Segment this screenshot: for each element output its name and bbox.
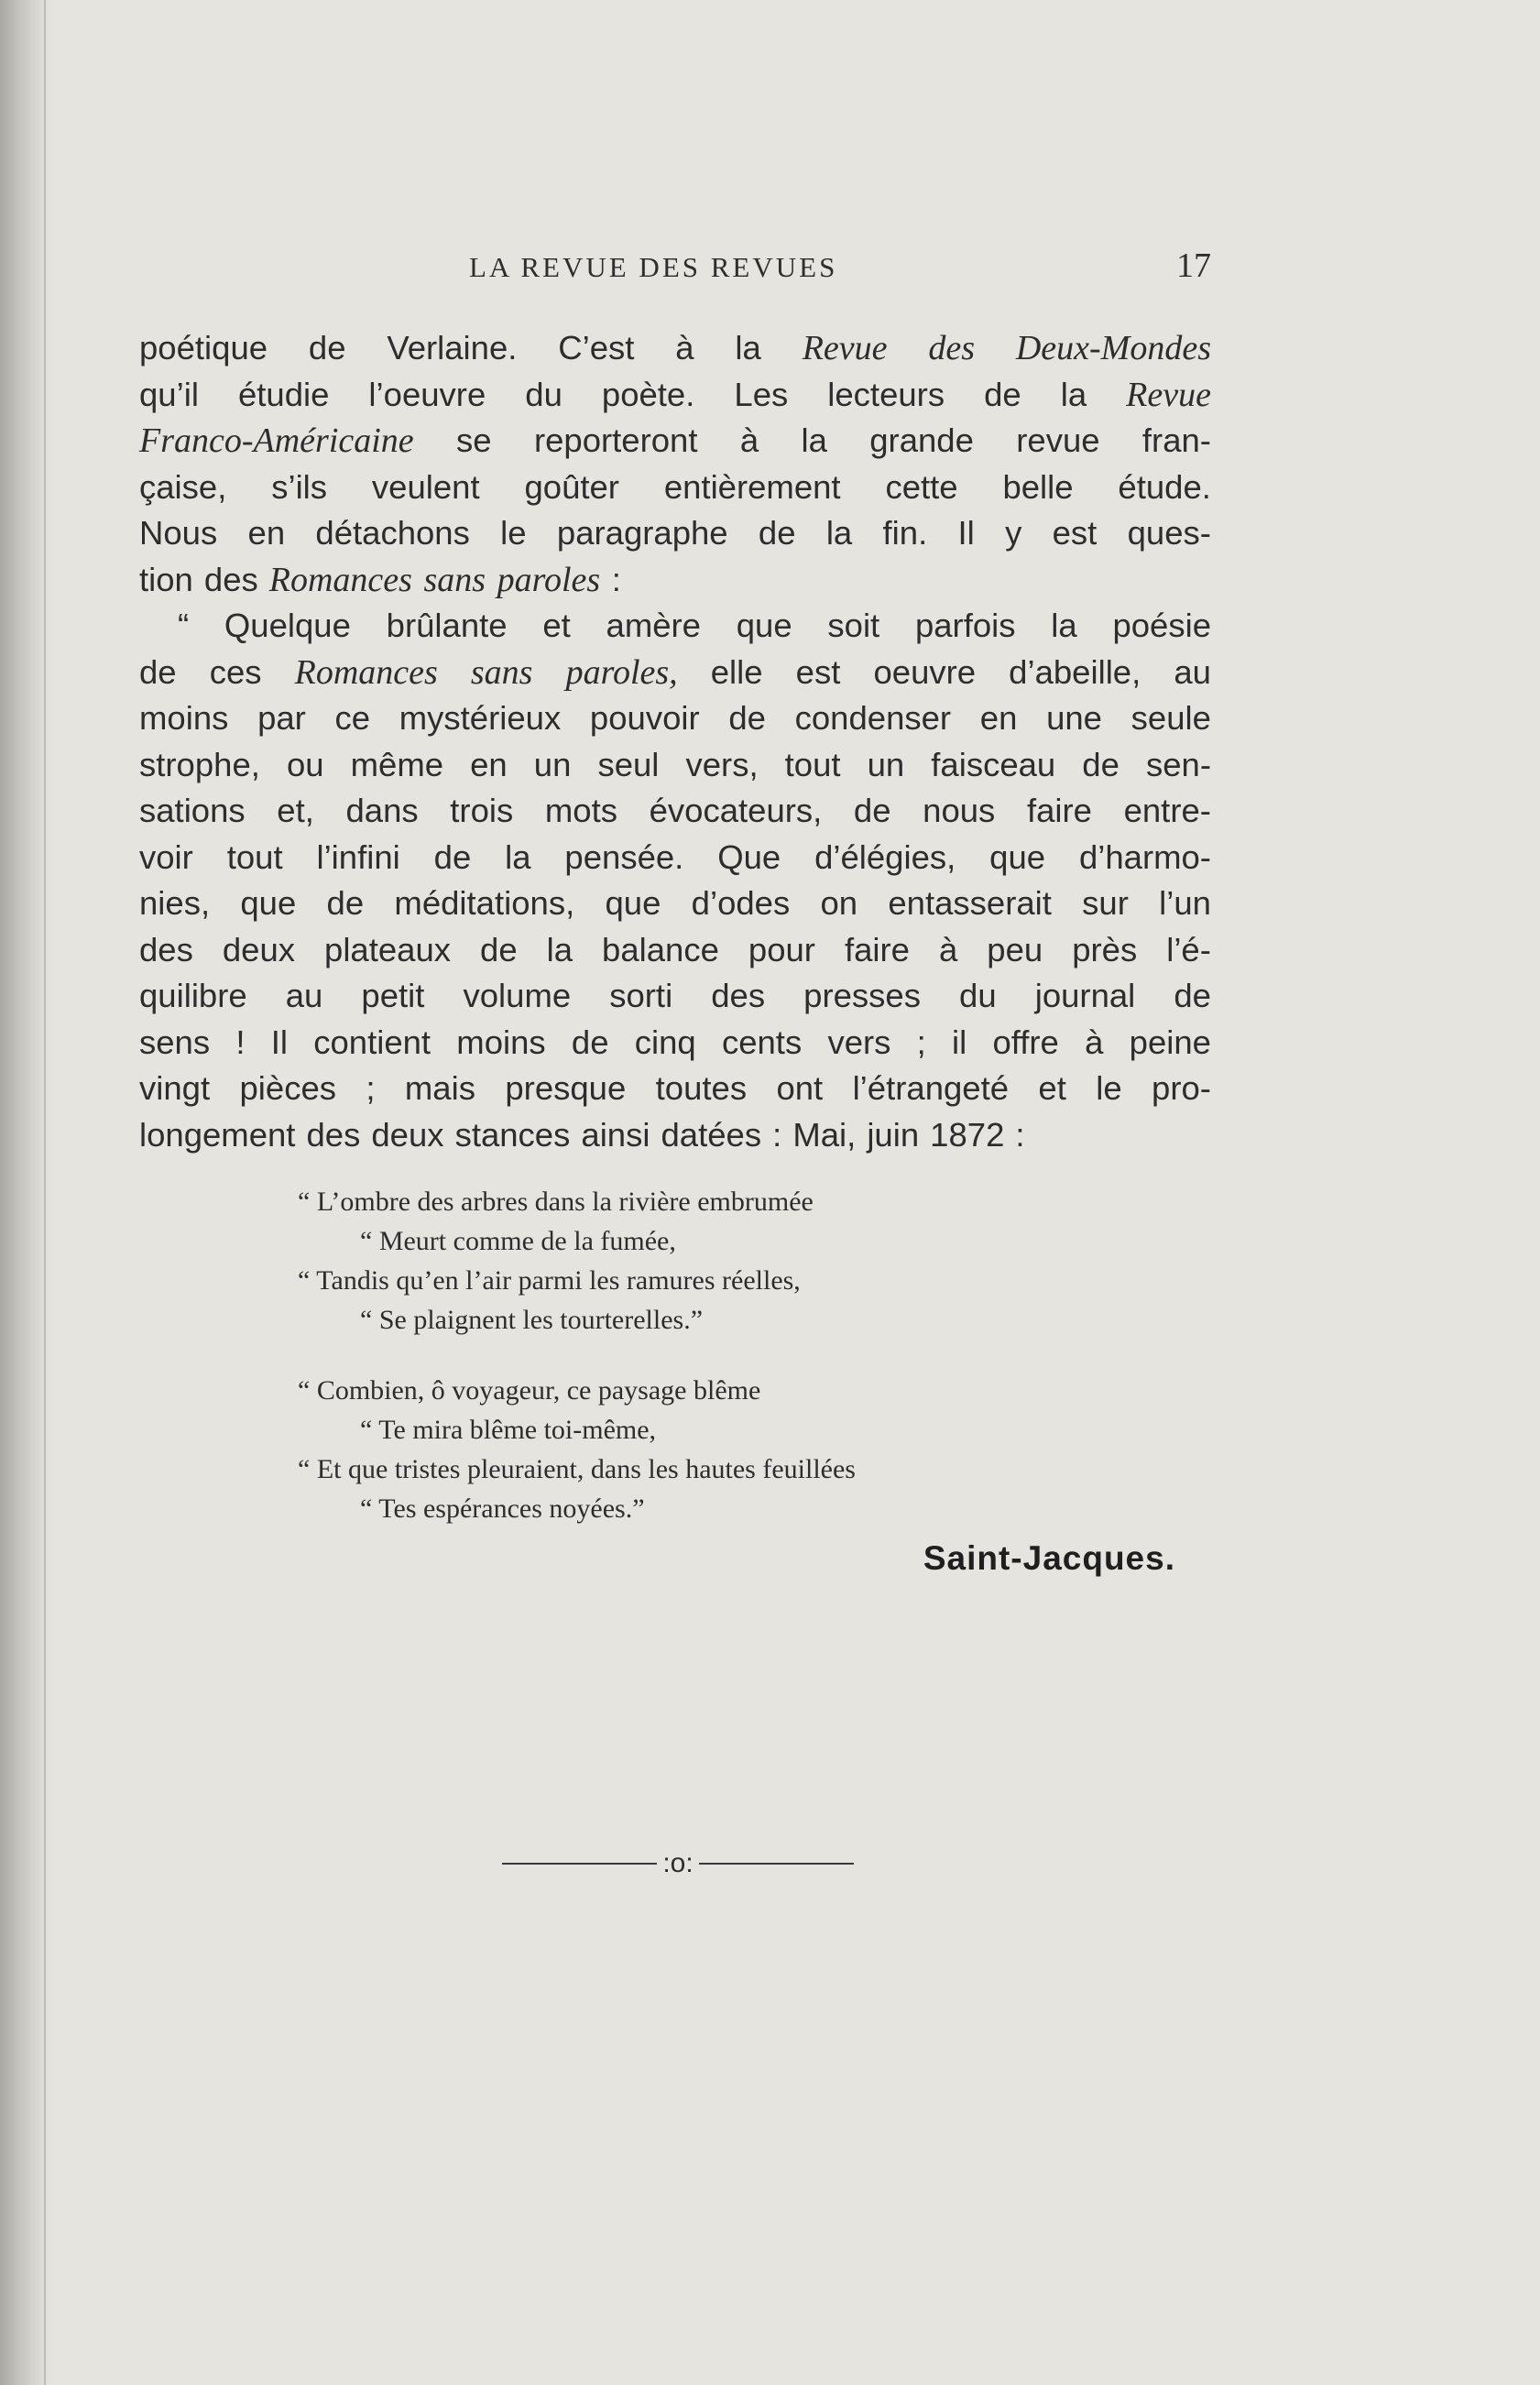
word: de bbox=[984, 375, 1021, 413]
word: amère bbox=[606, 607, 701, 644]
word: revue bbox=[1016, 421, 1100, 459]
verse-stanza-1 bbox=[298, 1182, 814, 1340]
word: en bbox=[979, 699, 1018, 737]
text-line bbox=[139, 465, 1211, 511]
word: à bbox=[739, 421, 759, 459]
italic-word: Romances bbox=[294, 652, 438, 692]
word: presses bbox=[803, 977, 921, 1014]
running-head bbox=[139, 246, 1211, 291]
body-text bbox=[139, 325, 1211, 1158]
text-line bbox=[139, 881, 1211, 927]
word: l’infini bbox=[316, 837, 400, 876]
word: toutes bbox=[655, 1069, 748, 1107]
italic-word: Franco-Américaine bbox=[139, 421, 414, 460]
word: seule bbox=[1130, 699, 1211, 737]
word: pour bbox=[748, 930, 815, 968]
italic-word: sans bbox=[423, 560, 486, 599]
text-line bbox=[139, 418, 1211, 465]
word: est bbox=[1052, 514, 1098, 552]
word: y bbox=[1005, 514, 1022, 552]
word: sorti bbox=[609, 977, 673, 1014]
word: Mai, bbox=[792, 1115, 857, 1154]
word: çaise, bbox=[139, 467, 227, 506]
text-line bbox=[139, 742, 1211, 789]
word: trois bbox=[450, 792, 514, 829]
word: à bbox=[1085, 1023, 1104, 1061]
word: seul bbox=[597, 745, 660, 783]
word: cette bbox=[885, 467, 958, 506]
word: vers bbox=[827, 1023, 891, 1061]
italic-word: des bbox=[928, 329, 975, 367]
word: ; bbox=[916, 1023, 926, 1061]
text-line bbox=[139, 325, 1211, 372]
italic-word: paroles bbox=[497, 560, 601, 599]
word: qu’il bbox=[139, 375, 199, 413]
word: poète. bbox=[601, 375, 695, 413]
text-line bbox=[139, 788, 1211, 835]
word: ainsi bbox=[581, 1115, 650, 1154]
word: il bbox=[952, 1023, 967, 1061]
word: poétique bbox=[139, 329, 268, 367]
word: nies, bbox=[139, 884, 211, 922]
word: s’ils bbox=[271, 467, 328, 506]
word: veulent bbox=[371, 467, 480, 506]
word: Quelque bbox=[224, 607, 351, 644]
word: vingt bbox=[139, 1069, 211, 1107]
word: nous bbox=[923, 792, 996, 829]
word: goûter bbox=[524, 467, 619, 506]
italic-word: paroles, bbox=[565, 652, 678, 692]
word: de bbox=[853, 792, 891, 829]
verse-line: “ Tandis qu’en l’air parmi les ramures réelles, bbox=[298, 1265, 801, 1296]
word: tout bbox=[226, 837, 283, 876]
word: entasserait bbox=[888, 884, 1052, 922]
word: volume bbox=[463, 977, 572, 1014]
word: entre- bbox=[1123, 792, 1211, 829]
word: l’é- bbox=[1166, 930, 1211, 968]
verse-line: “ Meurt comme de la fumée, bbox=[360, 1226, 676, 1256]
author-signature: Saint-Jacques. bbox=[923, 1539, 1175, 1577]
word: cents bbox=[721, 1023, 803, 1061]
word: C’est bbox=[558, 329, 635, 367]
word: ou bbox=[286, 745, 324, 783]
verse-line: “ Tes espérances noyées.” bbox=[360, 1493, 645, 1524]
word: elle bbox=[710, 652, 763, 691]
word: faire bbox=[844, 930, 910, 968]
text-line bbox=[139, 650, 1211, 696]
word: mais bbox=[404, 1069, 475, 1107]
word: en bbox=[470, 745, 508, 783]
word: que bbox=[736, 607, 792, 644]
word: brûlante bbox=[386, 607, 508, 644]
word: tion bbox=[139, 560, 193, 598]
page-number: 17 bbox=[1176, 246, 1211, 285]
word: “ bbox=[178, 607, 190, 644]
word: contient bbox=[313, 1023, 431, 1061]
text-line bbox=[139, 973, 1211, 1020]
word: du bbox=[959, 977, 997, 1014]
word: strophe, bbox=[139, 745, 260, 783]
running-head-title: LA REVUE DES REVUES bbox=[469, 251, 838, 283]
word: du bbox=[525, 375, 562, 413]
word: Les bbox=[734, 375, 789, 413]
word: ; bbox=[366, 1069, 376, 1107]
word: condenser bbox=[794, 699, 952, 737]
word: détachons bbox=[315, 514, 470, 552]
word: petit bbox=[361, 977, 425, 1014]
word: cinq bbox=[634, 1023, 696, 1061]
word: quilibre bbox=[139, 977, 247, 1014]
text-line bbox=[139, 557, 1211, 604]
word: est bbox=[795, 652, 841, 691]
word: sur bbox=[1082, 884, 1129, 922]
italic-word: sans bbox=[470, 652, 533, 692]
word: l’un bbox=[1159, 884, 1211, 922]
word: stances bbox=[454, 1115, 571, 1154]
word: la bbox=[825, 514, 853, 552]
word: que bbox=[240, 884, 297, 922]
verse-line: “ Combien, ô voyageur, ce paysage blême bbox=[298, 1375, 761, 1406]
word: peine bbox=[1129, 1023, 1211, 1061]
word: Nous bbox=[139, 514, 218, 552]
word: faisceau bbox=[931, 745, 1056, 783]
word: le bbox=[500, 514, 527, 552]
word: : bbox=[1015, 1115, 1025, 1154]
word: même bbox=[350, 745, 444, 783]
word: la bbox=[505, 837, 531, 876]
word: d’élégies, bbox=[814, 837, 956, 876]
word: sens bbox=[139, 1023, 211, 1061]
word: une bbox=[1046, 699, 1102, 737]
word: près bbox=[1072, 930, 1138, 968]
text-line bbox=[139, 835, 1211, 881]
word: mots bbox=[544, 792, 617, 829]
word: étudie bbox=[237, 375, 330, 413]
word: et bbox=[542, 607, 571, 644]
word: sen- bbox=[1145, 745, 1211, 783]
word: l’étrangeté bbox=[852, 1069, 1010, 1107]
word: la bbox=[546, 930, 573, 968]
word: paragraphe bbox=[556, 514, 728, 552]
word: grande bbox=[869, 421, 974, 459]
word: la bbox=[1060, 375, 1087, 413]
word: des bbox=[306, 1115, 361, 1154]
word: on bbox=[820, 884, 858, 922]
text-line bbox=[139, 603, 1211, 650]
section-separator bbox=[502, 1843, 854, 1884]
word: 1872 bbox=[930, 1115, 1005, 1154]
word: poésie bbox=[1112, 607, 1211, 644]
word: Que bbox=[717, 837, 781, 876]
word: d’odes bbox=[691, 884, 791, 922]
word: offre bbox=[992, 1023, 1059, 1061]
text-line bbox=[139, 1112, 1211, 1159]
verse-line: “ Et que tristes pleuraient, dans les hautes feuillées bbox=[298, 1454, 856, 1484]
word: juin bbox=[867, 1115, 920, 1154]
word: de bbox=[308, 329, 346, 367]
word: méditations, bbox=[394, 884, 575, 922]
word: d’abeille, bbox=[1009, 652, 1141, 691]
word: un bbox=[867, 745, 905, 783]
word: oeuvre bbox=[873, 652, 977, 691]
verse-line: “ L’ombre des arbres dans la rivière embrumée bbox=[298, 1187, 814, 1217]
word: parfois bbox=[914, 607, 1016, 644]
text-line bbox=[139, 927, 1211, 974]
word: de bbox=[433, 837, 472, 876]
word: de bbox=[728, 699, 766, 737]
word: pièces bbox=[239, 1069, 336, 1107]
text-line bbox=[139, 510, 1211, 557]
word: la bbox=[735, 329, 761, 367]
separator-mark: :o: bbox=[662, 1848, 694, 1878]
word: dans bbox=[345, 792, 419, 829]
italic-word: Romances bbox=[268, 560, 412, 599]
word: ont bbox=[776, 1069, 824, 1107]
word: pouvoir bbox=[589, 699, 700, 737]
word: d’harmo- bbox=[1078, 837, 1211, 876]
word: de bbox=[758, 514, 796, 552]
word: que bbox=[989, 837, 1046, 876]
word: Il bbox=[957, 514, 975, 552]
word: de bbox=[1174, 977, 1211, 1014]
word: que bbox=[605, 884, 661, 922]
word: Verlaine. bbox=[387, 329, 518, 367]
word: vers, bbox=[685, 745, 759, 783]
word: de bbox=[326, 884, 365, 922]
italic-word: Deux-Mondes bbox=[1015, 329, 1211, 367]
word: fran- bbox=[1141, 421, 1211, 459]
word: des bbox=[711, 977, 766, 1014]
word: et bbox=[1038, 1069, 1066, 1107]
word: de bbox=[139, 652, 177, 691]
word: voir bbox=[139, 837, 193, 876]
word: se bbox=[456, 421, 492, 459]
word: moins bbox=[139, 699, 229, 737]
gutter-edge bbox=[44, 0, 46, 2385]
verse-line: “ Te mira blême toi-même, bbox=[360, 1415, 657, 1445]
verse-line: “ Se plaignent les tourterelles.” bbox=[360, 1305, 704, 1335]
word: moins bbox=[456, 1023, 546, 1061]
word: soit bbox=[827, 607, 880, 644]
word: ques- bbox=[1127, 514, 1211, 552]
word: longement bbox=[139, 1115, 296, 1154]
word: évocateurs, bbox=[649, 792, 823, 829]
word: au bbox=[285, 977, 323, 1014]
word: de bbox=[480, 930, 518, 968]
word: à bbox=[938, 930, 958, 968]
word: et, bbox=[277, 792, 314, 829]
word: pensée. bbox=[564, 837, 684, 876]
word: : bbox=[611, 560, 621, 598]
word: de bbox=[571, 1023, 609, 1061]
word: tout bbox=[784, 745, 841, 783]
word: l’oeuvre bbox=[368, 375, 486, 413]
word: à bbox=[675, 329, 694, 367]
word: ce bbox=[334, 699, 371, 737]
word: un bbox=[533, 745, 572, 783]
word: sations bbox=[139, 792, 246, 829]
word: ! bbox=[235, 1023, 246, 1061]
word: de bbox=[1082, 745, 1120, 783]
word: des bbox=[203, 560, 258, 598]
word: Il bbox=[270, 1023, 288, 1061]
word: plateaux bbox=[324, 930, 452, 968]
italic-word: Revue bbox=[802, 329, 888, 367]
text-line bbox=[139, 1066, 1211, 1112]
word: ces bbox=[209, 652, 262, 691]
verse-stanza-2 bbox=[298, 1371, 856, 1528]
word: la bbox=[801, 421, 827, 459]
word: par bbox=[257, 699, 306, 737]
word: étude. bbox=[1118, 467, 1211, 506]
word: la bbox=[1051, 607, 1077, 644]
word: balance bbox=[602, 930, 719, 968]
word: faire bbox=[1026, 792, 1092, 829]
word: datées bbox=[661, 1115, 762, 1154]
word: deux bbox=[371, 1115, 444, 1154]
word: pro- bbox=[1152, 1069, 1211, 1107]
word: des bbox=[139, 930, 193, 968]
word: : bbox=[772, 1115, 782, 1154]
word: lecteurs bbox=[827, 375, 945, 413]
word: belle bbox=[1002, 467, 1074, 506]
word: presque bbox=[505, 1069, 627, 1107]
italic-word: Revue bbox=[1126, 375, 1211, 414]
word: entièrement bbox=[663, 467, 841, 506]
text-line bbox=[139, 695, 1211, 742]
word: au bbox=[1174, 652, 1211, 691]
word: deux bbox=[222, 930, 296, 968]
separator-rule-right bbox=[699, 1863, 854, 1865]
word: en bbox=[247, 514, 286, 552]
word: mystérieux bbox=[399, 699, 562, 737]
word: fin. bbox=[882, 514, 928, 552]
word: peu bbox=[987, 930, 1043, 968]
word: journal bbox=[1034, 977, 1136, 1014]
word: reporteront bbox=[533, 421, 698, 459]
word: le bbox=[1096, 1069, 1122, 1107]
text-line bbox=[139, 372, 1211, 419]
text-line bbox=[139, 1020, 1211, 1067]
separator-rule-left bbox=[502, 1863, 657, 1865]
